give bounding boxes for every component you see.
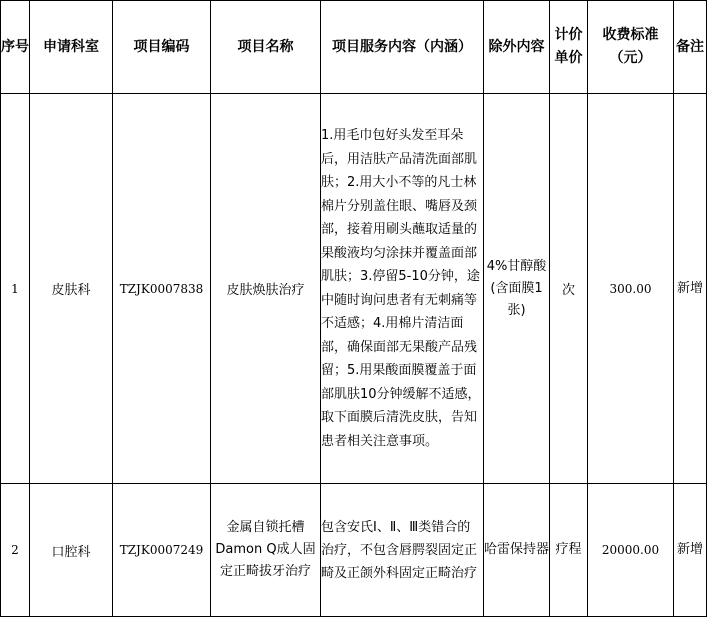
table-row [1,484,707,617]
row-exclusion: 哈雷保持器 [484,484,550,617]
row-content: 包含安氏Ⅰ、Ⅱ、Ⅲ类错合的治疗，不包含唇腭裂固定正畸及正颌外科固定正畸治疗 [321,484,484,617]
header-row [1,1,707,94]
header-code: 项目编码 [113,1,211,94]
row-seq: 2 [1,484,30,617]
row-dept: 皮肤科 [30,94,113,484]
row-unit: 次 [550,94,588,484]
row-exclusion: 4%甘醇酸(含面膜1张) [484,94,550,484]
row-code: TZJK0007249 [113,484,211,617]
row-dept: 口腔科 [30,484,113,617]
header-name: 项目名称 [211,1,321,94]
header-dept: 申请科室 [30,1,113,94]
header-unit: 计价单价 [550,1,588,94]
row-name: 金属自锁托槽Damon Q成人固定正畸拔牙治疗 [211,484,321,617]
row-name: 皮肤焕肤治疗 [211,94,321,484]
row-remark: 新增 [674,94,707,484]
row-code: TZJK0007838 [113,94,211,484]
header-content: 项目服务内容（内涵） [321,1,484,94]
header-price: 收费标准（元） [588,1,674,94]
header-remark: 备注 [674,1,707,94]
row-price: 20000.00 [588,484,674,617]
header-exclusion: 除外内容 [484,1,550,94]
row-unit: 疗程 [550,484,588,617]
row-content: 1.用毛巾包好头发至耳朵后，用洁肤产品清洗面部肌肤；2.用大小不等的凡士林棉片分别盖住眼、嘴唇及颈部，接着用刷头蘸取适量的果酸液均匀涂抹并覆盖面部肌肤；3.停留5-10分钟，途中随时询问患者有无刺痛等不适感；4.用棉片清洁面部，确保面部无果酸产品残留；5.用果酸面膜覆盖于面部肌肤10分钟缓解不适感，取下面膜后清洗皮肤，告知患者相关注意事项。 [321,94,484,484]
header-seq: 序号 [1,1,30,94]
row-price: 300.00 [588,94,674,484]
row-seq: 1 [1,94,30,484]
table-row [1,94,707,484]
row-remark: 新增 [674,484,707,617]
